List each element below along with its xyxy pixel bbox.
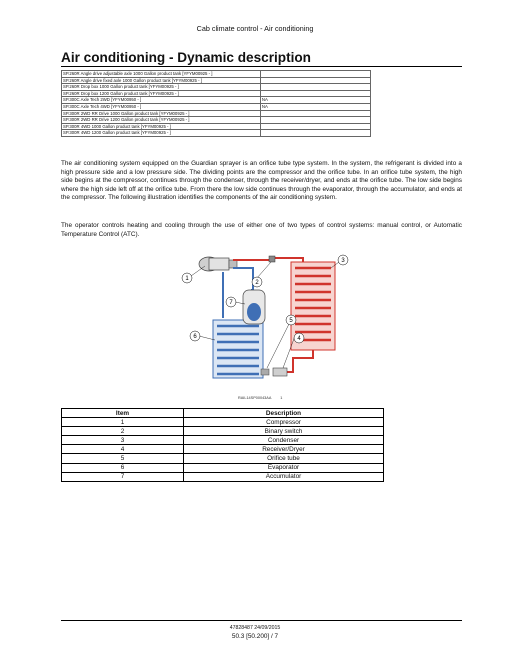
applicability-model: SP.260R Drop box 1200 Gallon product tank [YFYM00925 - ]: [62, 90, 261, 97]
item-description: Orifice tube: [184, 454, 384, 463]
applicability-row: [62, 110, 371, 117]
controls-paragraph: The operator controls heating and cooling through the use of either one of two types of control systems: manual control, or Automatic Temperature Control (ATC).: [61, 222, 462, 238]
description-column-header: Description: [184, 409, 384, 418]
evaporator: [213, 320, 263, 378]
item-number: 2: [62, 427, 184, 436]
item-description: Accumulator: [184, 472, 384, 481]
footer-page-ref: 50.3 [50.200] / 7: [231, 633, 279, 640]
table-row: [62, 463, 384, 472]
applicability-row: [62, 77, 371, 84]
applicability-model: SP.300R 4WD 1000 Gallon product tank [YFYM00925 - ]: [62, 123, 261, 130]
accumulator: [243, 290, 265, 324]
callout-7: 7: [229, 300, 233, 306]
ac-system-illustration: [173, 250, 353, 398]
applicability-row: [62, 84, 371, 91]
applicability-note: [260, 77, 370, 84]
table-row: [62, 445, 384, 454]
callout-5: 5: [289, 318, 293, 324]
table-row: [62, 454, 384, 463]
page-title: Air conditioning - Dynamic description: [61, 50, 311, 65]
applicability-note: NA: [260, 97, 370, 104]
applicability-model: SP.300R 2WD RR Drive 1200 Gallon product tank [YFYM00925 - ]: [62, 117, 261, 124]
applicability-model: SP.260R Angle drive fixed axle 1000 Gallon product tank [YFYM00925 - ]: [62, 77, 261, 84]
applicability-note: [260, 123, 370, 130]
applicability-note: [260, 117, 370, 124]
applicability-note: [260, 90, 370, 97]
callout-3: 3: [341, 258, 345, 264]
figure-caption-code: RAIL14SP00043AA: [238, 396, 272, 400]
applicability-note: [260, 71, 370, 78]
applicability-model: SP.300C Axle Tech 2WD [YFYM00950 - ]: [62, 97, 261, 104]
applicability-note: NA: [260, 103, 370, 110]
callout-6: 6: [193, 334, 197, 340]
figure-caption-index: 1: [280, 396, 283, 400]
applicability-model: SP.300C Axle Tech 4WD [YFYM00950 - ]: [62, 103, 261, 110]
item-column-header: Item: [62, 409, 184, 418]
callout-1: 1: [185, 276, 189, 282]
applicability-table: [61, 70, 371, 137]
applicability-row: [62, 123, 371, 130]
applicability-note: [260, 130, 370, 137]
footer-rule: [61, 620, 462, 621]
item-description: Receiver/Dryer: [184, 445, 384, 454]
title-rule: [61, 66, 462, 67]
applicability-model: SP.260R Angle drive adjustable axle 1000 Gallon product tank [YFYM00925 - ]: [62, 71, 261, 78]
item-description: Compressor: [184, 418, 384, 427]
table-row: [62, 436, 384, 445]
applicability-row: [62, 90, 371, 97]
item-description: Binary switch: [184, 427, 384, 436]
item-number: 4: [62, 445, 184, 454]
item-description: Evaporator: [184, 463, 384, 472]
applicability-row: [62, 117, 371, 124]
applicability-note: [260, 110, 370, 117]
item-number: 5: [62, 454, 184, 463]
description-paragraph: The air conditioning system equipped on the Guardian sprayer is an orifice tube type system. In the system, the refrigerant is divided into a high pressure side and a low pressure side. The dividing points are the compressor and the orifice tube. In an orifice tube system, the high side begins at the compressor, continues through the condenser, through the receiver/dryer, and ends at the orifice tube. The low side begins where the high side left off at the orifice tube. From there the low side continues through the evaporator, through the accumulator, and ends at the compressor. The following illustration identifies the components of the air conditioning system.: [61, 160, 462, 202]
table-row: [62, 472, 384, 481]
footer-doc-ref: 47828487 24/09/2015: [229, 625, 281, 631]
item-number: 3: [62, 436, 184, 445]
high-pressure-line: [233, 258, 303, 262]
applicability-row: [62, 103, 371, 110]
applicability-note: [260, 84, 370, 91]
applicability-row: [62, 71, 371, 78]
figure-caption: [238, 396, 282, 400]
orifice-tube: [261, 369, 269, 375]
receiver-dryer: [273, 368, 287, 376]
item-number: 7: [62, 472, 184, 481]
compressor: [199, 257, 237, 271]
callout-2: 2: [255, 280, 259, 286]
table-row: [62, 418, 384, 427]
binary-switch: [269, 256, 275, 262]
item-number: 6: [62, 463, 184, 472]
component-legend-table: [61, 408, 384, 482]
applicability-model: SP.300R 2WD RR Drive 1000 Gallon product tank [YFYM00925 - ]: [62, 110, 261, 117]
running-header: Cab climate control - Air conditioning: [196, 24, 314, 33]
applicability-row: [62, 130, 371, 137]
applicability-model: SP.260R Drop box 1000 Gallon product tank [YFYM00925 - ]: [62, 84, 261, 91]
applicability-row: [62, 97, 371, 104]
item-description: Condenser: [184, 436, 384, 445]
item-number: 1: [62, 418, 184, 427]
applicability-model: SP.300R 4WD 1200 Gallon product tank [YFYM00925 - ]: [62, 130, 261, 137]
table-row: [62, 427, 384, 436]
callout-4: 4: [297, 336, 301, 342]
